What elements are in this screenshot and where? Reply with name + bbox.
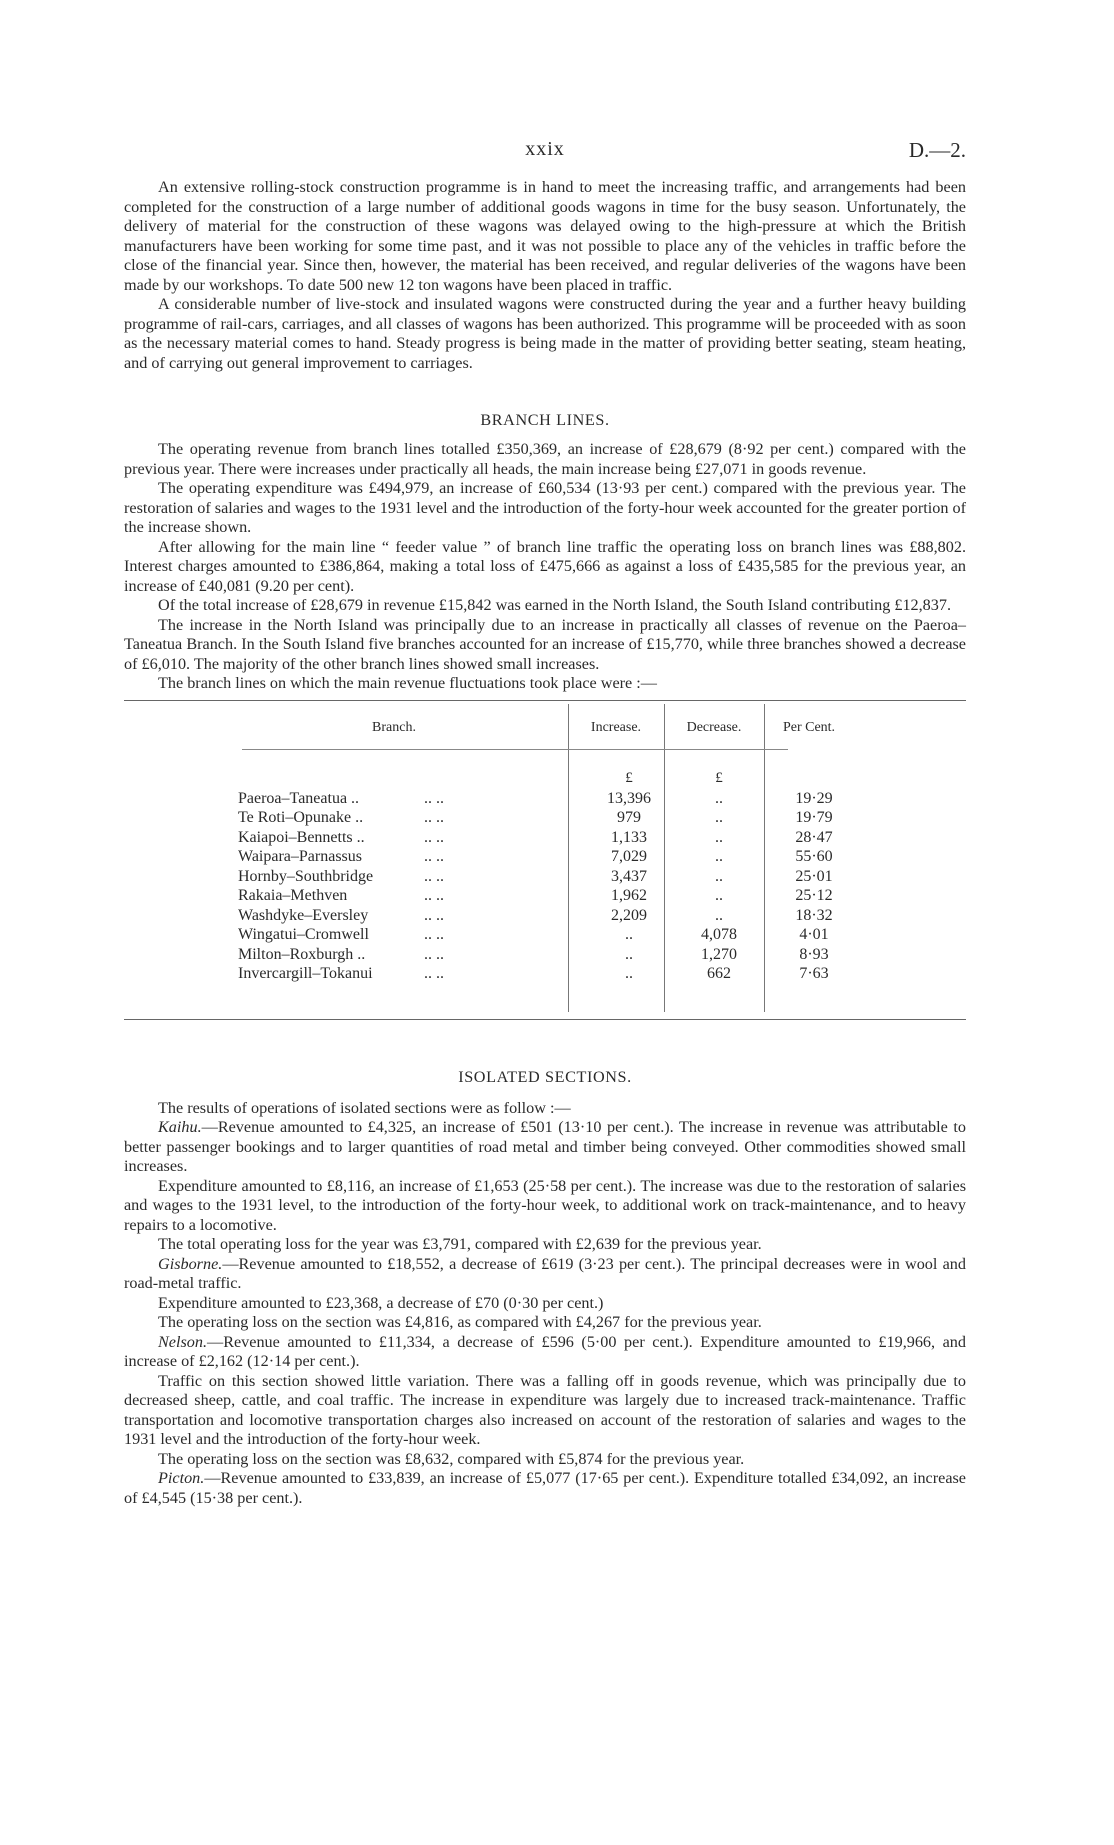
row-leaders: .. .. [424,789,444,807]
gisborne-expenditure: Expenditure amounted to £23,368, a decrease of £70 (0·30 per cent.) [158,1293,604,1312]
row-leaders: .. .. [424,809,444,826]
branch-paragraph-1: The operating revenue from branch lines totalled £350,369, an increase of £28,679 (8·92 per cent.) compared with the previous year. There were increases under practically all heads, the main increase being £27,071 in goods revenue. [124,440,966,478]
isolated-sections-heading: ISOLATED SECTIONS. [458,1067,632,1086]
per-cent-value: 55·60 [795,848,833,865]
table-row [124,848,966,868]
nelson-name: Nelson. [158,1332,208,1351]
increase-value: 1,133 [611,828,647,846]
per-cent-value: 28·47 [795,828,833,846]
document-page [124,0,966,1508]
nelson-text: —Revenue amounted to £11,334, a decrease of £596 (5·00 per cent.). Expenditure amounted to £19,966, and increase of £2,162 (12·14 per cent.). [124,1332,966,1370]
branch-paragraph-3: After allowing for the main line “ feeder value ” of branch line traffic the operating loss on branch lines was £88,802. Interest charges amounted to £386,864, making a total loss of £475,666 as against a loss of £435,585 for the previous year, an increase of £40,081 (9.20 per cent). [124,537,966,595]
increase-value: .. [625,945,633,963]
increase-value: 2,209 [611,906,647,924]
nelson-loss: The operating loss on the section was £8,632, compared with £5,874 for the previous year. [158,1449,745,1468]
row-leaders: .. .. [424,828,444,846]
decrease-value: .. [715,809,723,826]
table-row [124,790,966,810]
per-cent-value: 25·12 [795,887,833,904]
unit-increase: £ [625,769,633,786]
branch-name: Kaiapoi–Bennetts .. [238,828,365,846]
branch-lines-heading: BRANCH LINES. [480,411,610,429]
kaihu-paragraph [124,1118,966,1177]
table-row [124,887,966,907]
decrease-value: .. [715,867,723,885]
per-cent-value: 4·01 [799,926,829,943]
decrease-value: .. [715,906,723,924]
increase-value: .. [625,965,633,982]
increase-value: 7,029 [611,848,647,865]
branch-name: Milton–Roxburgh .. [238,945,366,963]
row-leaders: .. .. [424,926,444,943]
table-row [124,868,966,888]
decrease-value: .. [715,789,723,807]
per-cent-value: 18·32 [795,906,833,924]
gisborne-text: —Revenue amounted to £18,552, a decrease of £619 (3·23 per cent.). The principal decreases were in wool and road-metal traffic. [124,1254,966,1292]
nelson-paragraph [124,1333,966,1372]
rolling-stock-paragraph-2: A considerable number of live-stock and insulated wagons were constructed during the year and a further heavy building programme of rail-cars, carriages, and all classes of wagons has been authorized. This programme will be proceeded with as soon as the necessary material comes to hand. Steady progress is being made in the matter of providing better seating, steam heating, and of carrying out general improvement to carriages. [124,295,966,372]
table-row [124,907,966,927]
header-decrease: Decrease. [686,719,742,735]
header-branch: Branch. [372,719,416,735]
branch-name: Washdyke–Eversley [238,906,369,924]
kaihu-expenditure: Expenditure amounted to £8,116, an increase of £1,653 (25·58 per cent.). The increase was due to the restoration of salaries and wages to the 1931 level, to the introduction of the forty-hour week, to additional work on track-maintenance, and to heavy repairs to a locomotive. [124,1176,966,1234]
row-leaders: .. .. [424,848,444,865]
row-leaders: .. .. [424,867,444,885]
table-row [124,809,966,829]
table-row [124,946,966,966]
gisborne-loss: The operating loss on the section was £4,816, as compared with £4,267 for the previous year. [158,1313,762,1331]
per-cent-value: 25·01 [795,867,833,885]
branch-name: Paeroa–Taneatua .. [238,789,360,807]
document-reference: D.—2. [908,138,966,162]
picton-text: —Revenue amounted to £33,839, an increase of £5,077 (17·65 per cent.). Expenditure totalled £34,092, an increase of £4,545 (15·38 per cent.). [124,1469,966,1507]
branch-paragraph-4: Of the total increase of £28,679 in revenue £15,842 was earned in the North Island, the South Island contributing £12,837. [158,596,952,614]
kaihu-name: Kaihu. [158,1118,202,1136]
table-row [124,965,966,985]
isolated-intro: The results of operations of isolated sections were as follow :— [158,1098,571,1117]
header-rule [242,749,788,750]
nelson-traffic: Traffic on this section showed little variation. There was a falling off in goods revenue, which was principally due to decreased sheep, cattle, and coal traffic. The increase in expenditure was largely due to increased track-maintenance. Traffic transportation and locomotive transportation charges also increased on account of the restoration of salaries and wages to the 1931 level and the introduction of the forty-hour week. [124,1371,966,1448]
gisborne-paragraph [124,1255,966,1294]
picton-name: Picton. [158,1469,205,1487]
decrease-value: .. [715,887,723,904]
decrease-value: 1,270 [701,945,737,963]
per-cent-value: 7·63 [799,965,829,982]
header-increase: Increase. [590,719,642,735]
table-row [124,829,966,849]
gisborne-name: Gisborne. [158,1254,223,1273]
increase-value: 3,437 [611,867,647,885]
decrease-value: 662 [707,965,731,982]
increase-value: 979 [617,809,641,826]
branch-name: Te Roti–Opunake .. [238,809,364,826]
branch-name: Waipara–Parnassus [238,848,363,865]
per-cent-value: 19·29 [795,789,833,807]
decrease-value: 4,078 [701,926,737,943]
row-leaders: .. .. [424,887,444,904]
branch-paragraph-6: The branch lines on which the main revenue fluctuations took place were :— [158,674,657,692]
branch-name: Hornby–Southbridge [238,867,374,885]
picton-paragraph [124,1469,966,1508]
row-leaders: .. .. [424,965,444,982]
row-leaders: .. .. [424,906,444,924]
per-cent-value: 19·79 [795,809,833,826]
increase-value: .. [625,926,633,943]
page-header [124,138,966,178]
branch-paragraph-5: The increase in the North Island was principally due to an increase in practically all classes of revenue on the Paeroa–Taneatua Branch. In the South Island five branches accounted for an increase of £15,770, while three branches showed a decrease of £6,010. The majority of the other branch lines showed small increases. [124,615,966,673]
unit-decrease: £ [715,769,723,786]
branch-name: Invercargill–Tokanui [238,965,373,982]
decrease-value: .. [715,828,723,846]
kaihu-loss: The total operating loss for the year was £3,791, compared with £2,639 for the previous year. [158,1235,762,1253]
branch-paragraph-2: The operating expenditure was £494,979, an increase of £60,534 (13·93 per cent.) compared with the previous year. The restoration of salaries and wages to the 1931 level and the introduction of the forty-hour week accounted for the greater portion of the increase shown. [124,479,966,536]
header-per-cent: Per Cent. [782,719,836,735]
row-leaders: .. .. [424,945,444,963]
per-cent-value: 8·93 [799,945,829,963]
branch-name: Wingatui–Cromwell [238,926,369,943]
table-bottom-rule [124,1019,966,1020]
page-number: xxix [525,138,565,160]
kaihu-text: —Revenue amounted to £4,325, an increase of £501 (13·10 per cent.). The increase in revenue was attributable to better passenger bookings and to larger quantities of road metal and timber being conveyed. Other commodities showed small increases. [124,1118,966,1175]
table-row [124,926,966,946]
increase-value: 13,396 [607,789,651,807]
branch-revenue-table [124,700,966,1024]
decrease-value: .. [715,848,723,865]
table-top-rule [124,700,966,701]
increase-value: 1,962 [611,887,647,904]
rolling-stock-paragraph-1: An extensive rolling-stock construction programme is in hand to meet the increasing traffic, and arrangements had been completed for the construction of a large number of additional goods wagons in time for the busy season. Unfortunately, the delivery of material for the construction of these wagons was delayed owing to the high-pressure at which the British manufacturers have been working for some time past, and it was not possible to place any of the vehicles in traffic before the close of the financial year. Since then, however, the material has been received, and regular deliveries of the wagons have been made by our workshops. To date 500 new 12 ton wagons have been placed in traffic. [124,178,966,294]
branch-name: Rakaia–Methven [238,887,348,904]
